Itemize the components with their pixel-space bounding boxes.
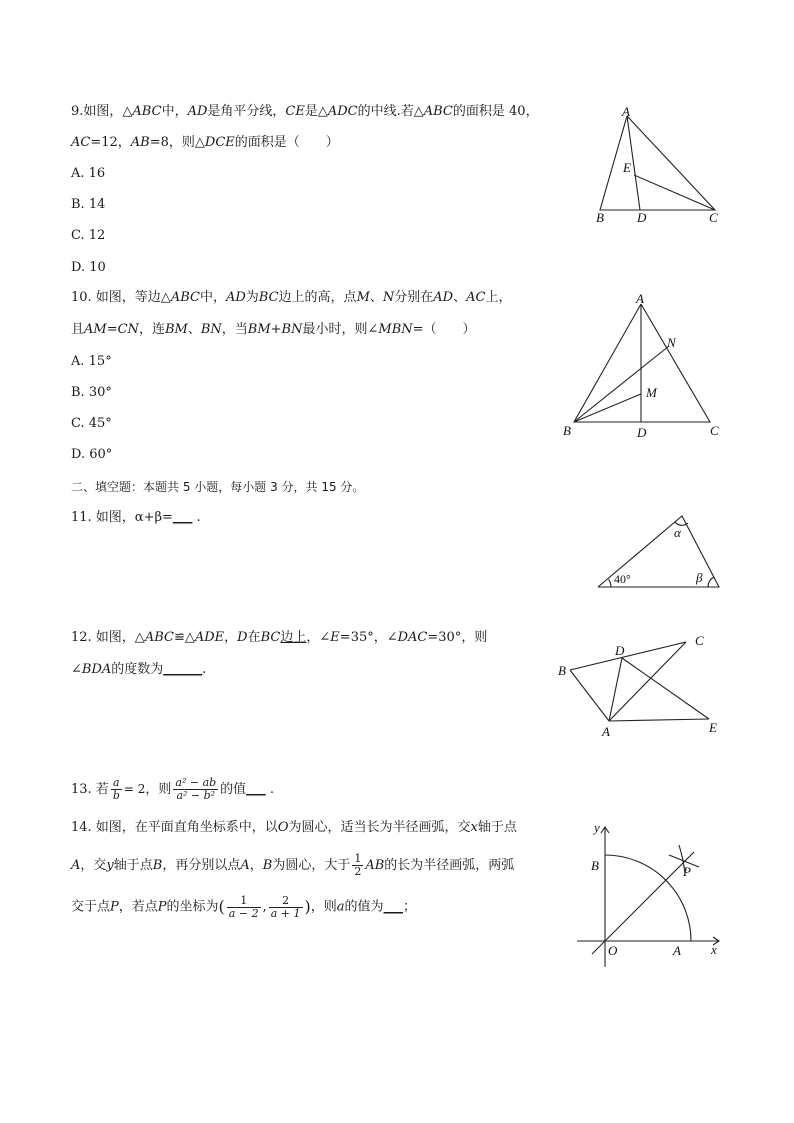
q11-alpha-label: α [674, 525, 681, 540]
q11-answer-blank[interactable]: ___ [172, 510, 193, 525]
q14-close-paren: ) [304, 897, 311, 916]
q10-text: BM [164, 322, 188, 337]
q9-text: 中， [161, 104, 188, 119]
q12-label-a: A [602, 724, 610, 739]
q9-text: ADC [327, 104, 358, 119]
q12-text: D [237, 630, 248, 645]
q14-label-x: x [711, 942, 717, 957]
q9-text: ABC [423, 104, 453, 119]
q9-triangle-figure [590, 105, 730, 230]
q14-line1 [71, 820, 517, 836]
q9-text: =8，则△ [149, 135, 205, 150]
q9-option-c[interactable]: C. 12 [71, 228, 106, 243]
q12-text: E [330, 630, 340, 645]
q14-text: a [336, 899, 345, 915]
q14-text: P [157, 899, 167, 915]
q12-label-b: B [558, 663, 566, 678]
q10-line1 [71, 290, 511, 306]
q14-text: 轴于点 [113, 858, 153, 873]
q10-text: BN [200, 322, 222, 337]
q14-label-b: B [591, 858, 599, 873]
q14-label-o: O [608, 943, 618, 958]
q10-triangle-figure [560, 290, 740, 445]
q10-text: AM=CN [84, 322, 139, 337]
q12-label-e: E [709, 720, 717, 735]
q10-option-d[interactable]: D. 60° [71, 447, 113, 462]
q14-text: ，再分别以点 [162, 858, 241, 873]
q12-text: . [202, 662, 207, 677]
q9-label-a: A [622, 104, 630, 119]
q14-frac-den: a + 1 [270, 906, 301, 920]
q10-segment-bn [574, 346, 669, 422]
q14-text: 14. 如图，在平面直角坐标系中，以 [71, 820, 278, 835]
q10-option-b[interactable]: B. 30° [71, 385, 112, 400]
q11-beta-arc [708, 577, 714, 587]
q13-frac-num: a [111, 777, 122, 790]
q12-text: =35°，∠ [339, 630, 398, 645]
q10-text: 为 [245, 290, 259, 305]
q9-line2 [71, 135, 339, 151]
q14-text: B [262, 858, 273, 873]
q10-text: BM+BN [247, 322, 303, 337]
q11-angle-label: 40° [614, 572, 631, 586]
q9-label-d: D [637, 210, 647, 225]
q14-text: 的坐标为 [166, 899, 219, 915]
q10-line2 [71, 322, 476, 338]
q9-text: AD [187, 104, 208, 119]
q14-answer-blank[interactable]: ___ [383, 899, 404, 915]
q14-label-y: y [594, 820, 600, 835]
q10-text: 、 [369, 290, 383, 305]
section-title: 二、填空题：本题共 5 小题，每小题 3 分，共 15 分。 [71, 480, 365, 494]
q14-frac-num: 1 [354, 852, 362, 865]
q10-text: MBN [378, 322, 413, 337]
q12-text: ABC [144, 630, 174, 645]
q14-label-p: P [683, 864, 691, 879]
q9-text: 是△ [304, 104, 328, 119]
q10-label-n: N [667, 335, 676, 350]
q14-text: ； [403, 899, 417, 915]
q10-text: AD [433, 290, 454, 305]
q14-text: ， [249, 858, 263, 873]
q9-line1 [71, 104, 539, 120]
q14-line2 [71, 852, 514, 882]
q14-text: 为圆心，适当长为半径画弧，交 [288, 820, 471, 835]
q9-segment-ce [634, 175, 715, 210]
q9-text: AB [130, 135, 150, 150]
q13-text: 的值 [220, 782, 247, 797]
q12-segment-ad [609, 658, 622, 721]
q13-answer-blank[interactable]: ___ [246, 782, 266, 797]
q9-label-e: E [623, 160, 631, 175]
q14-text: ，若点 [118, 899, 158, 915]
q14-fraction-y [269, 895, 303, 920]
q12-answer-blank[interactable]: ______ [163, 662, 203, 677]
q10-text: BC [258, 290, 279, 305]
q14-text: ，则 [310, 899, 337, 915]
q13-text: ，则 [145, 782, 172, 797]
q10-text: 10. 如图，等边△ [71, 290, 171, 305]
q13-fraction-a-over-b [111, 777, 122, 802]
q14-comma: , [262, 899, 267, 915]
q13-frac-num: a² − ab [175, 776, 217, 789]
q12-label-d: D [615, 643, 625, 658]
q9-text: 的中线.若△ [357, 104, 424, 119]
q9-text: AC [71, 135, 91, 150]
q10-text: ABC [170, 290, 200, 305]
q12-segment-bc [570, 642, 686, 670]
q10-text: 分别在 [394, 290, 434, 305]
q10-text: 、 [453, 290, 467, 305]
q12-text: ADE [194, 630, 225, 645]
q10-text: ，连 [138, 322, 165, 337]
q10-text: N [382, 290, 395, 305]
q13-line [71, 775, 274, 805]
q12-text: DAC [397, 630, 428, 645]
q12-text: BC [260, 630, 281, 645]
q14-text: A [71, 858, 81, 873]
q13-frac-den: a² − b² [176, 789, 216, 802]
q14-line3 [71, 893, 416, 923]
q14-text: 为圆心，大于 [272, 858, 351, 873]
q10-text: AD [225, 290, 246, 305]
q11-line [71, 510, 201, 526]
q13-frac-den: b [112, 789, 120, 802]
q14-text: AB [365, 858, 385, 873]
q13-fraction-expression [173, 777, 218, 802]
q12-text: 在 [247, 630, 261, 645]
q9-text: 的面积是（ ） [234, 135, 339, 150]
q11-beta-label: β [696, 570, 703, 585]
q13-text: = 2 [123, 782, 146, 796]
q9-text: 如图， [83, 104, 123, 119]
q10-text: 且 [71, 322, 85, 337]
q10-text: ，当 [221, 322, 248, 337]
q12-line1 [71, 630, 487, 646]
q10-label-m: M [646, 385, 657, 400]
q11-triangle-figure [595, 512, 725, 592]
q14-frac-num: 2 [269, 895, 303, 908]
q14-text: ，交 [80, 858, 107, 873]
q9-text: CE [285, 104, 305, 119]
q12-text: ≌△ [173, 630, 195, 645]
q12-segment-ba [570, 670, 609, 721]
q9-option-d[interactable]: D. 10 [71, 260, 106, 275]
q9-text: DCE [204, 135, 235, 150]
q14-text: 交于点 [71, 899, 111, 915]
q10-segment-bm [574, 394, 641, 422]
q10-text: 上， [485, 290, 512, 305]
q14-label-a: A [673, 943, 681, 958]
q12-line2 [71, 662, 206, 678]
q10-label-a: A [636, 291, 644, 306]
q14-text: x [470, 820, 478, 835]
q9-text: 是角平分线， [207, 104, 286, 119]
q14-frac-num: 1 [227, 895, 261, 908]
q12-text: ， [224, 630, 238, 645]
q9-text: =12， [90, 135, 131, 150]
q10-text: 最小时，则∠ [302, 322, 379, 337]
q13-text: . [265, 782, 274, 797]
q14-text: B [152, 858, 163, 873]
q14-text: 的值为 [344, 899, 384, 915]
q10-text: AC [466, 290, 486, 305]
q12-text: 边上 [280, 630, 307, 645]
q10-text: M [356, 290, 370, 305]
q10-text: 边上的高，点 [278, 290, 357, 305]
q9-option-b[interactable]: B. 14 [71, 197, 106, 212]
q14-frac-den: a − 2 [228, 906, 259, 920]
q9-text: △ABC [122, 104, 162, 119]
q14-text: P [110, 899, 119, 915]
q12-text: ∠ [71, 662, 82, 677]
q10-text: 、 [187, 322, 201, 337]
q12-text: BDA [81, 662, 112, 677]
q11-text: 11. 如图，α+β= [71, 510, 173, 525]
q9-text: 的面积是 40， [452, 104, 539, 119]
q14-text: O [277, 820, 289, 835]
q14-text: A [240, 858, 250, 873]
q14-open-paren: ( [218, 897, 225, 916]
q12-label-c: C [695, 633, 704, 648]
q12-text: 的度数为 [111, 662, 164, 677]
q12-segment-ae [609, 719, 709, 721]
q14-text: 的长为半径画弧，两弧 [384, 858, 515, 873]
q12-text: 12. 如图，△ [71, 630, 145, 645]
q9-label-b: B [596, 210, 604, 225]
q9-label-c: C [709, 210, 718, 225]
q14-text: y [106, 858, 114, 873]
q10-text: 中， [199, 290, 226, 305]
q11-angle-40-arc [609, 579, 611, 587]
q10-option-a[interactable]: A. 15° [71, 354, 112, 369]
q10-label-b: B [563, 423, 571, 438]
q11-text: . [192, 510, 201, 525]
q14-fraction-x [227, 895, 261, 920]
q9-triangle-abc [600, 116, 715, 210]
q10-triangle-abc [574, 304, 710, 422]
q14-ray-op [592, 852, 694, 954]
q9-number: 9. [71, 104, 84, 119]
q14-frac-den: 2 [354, 865, 362, 878]
q10-label-d: D [637, 425, 647, 440]
q9-option-a[interactable]: A. 16 [71, 166, 106, 181]
q10-text: =（ ） [412, 322, 476, 337]
q14-text: 轴于点 [477, 820, 517, 835]
q13-text: 13. 若 [71, 782, 109, 797]
q10-label-c: C [710, 423, 719, 438]
q10-option-c[interactable]: C. 45° [71, 416, 112, 431]
q14-fraction-half [352, 853, 363, 878]
q14-coordinate-figure [572, 815, 732, 970]
q12-text: ，∠ [306, 630, 331, 645]
q12-segment-de [622, 658, 709, 719]
q12-triangles-figure [552, 628, 732, 738]
q12-text: =30°，则 [427, 630, 488, 645]
